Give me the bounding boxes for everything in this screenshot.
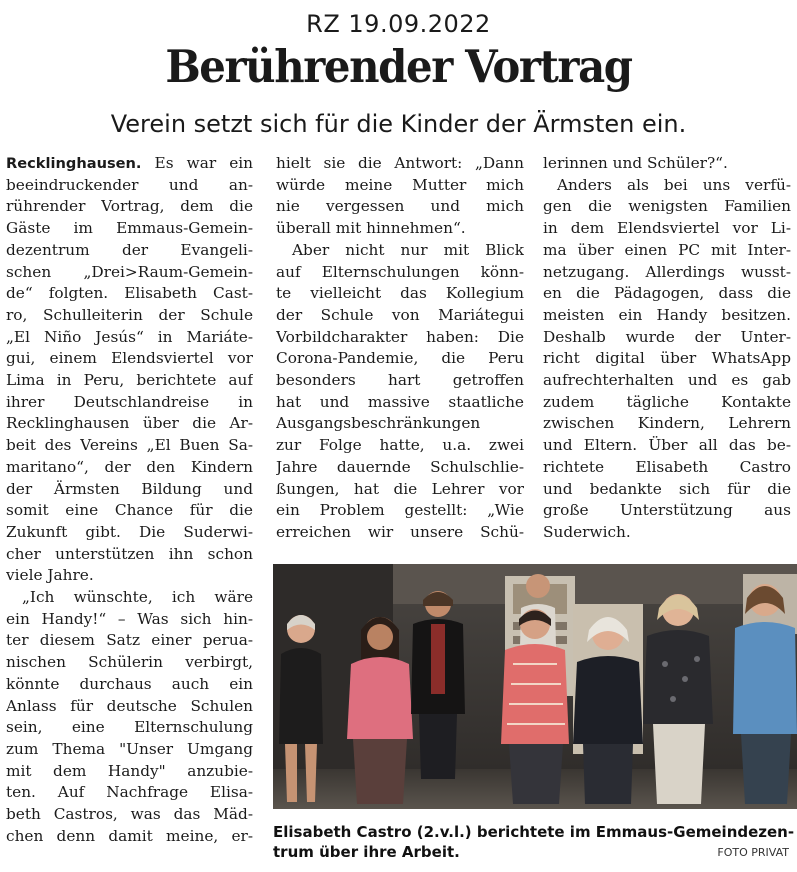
text-line: ßungen, hat die Lehrer vor — [276, 479, 524, 498]
text-line: zwischen Kindern, Lehrern — [543, 414, 791, 433]
text-line: ma über einen PC mit Inter- — [543, 240, 791, 259]
location-dateline: Recklinghausen. — [6, 155, 142, 172]
text-line: chen denn damit meine, er- — [6, 826, 253, 845]
text-line: besonders hart getroffen — [276, 371, 524, 390]
article-column-3 — [543, 153, 791, 544]
text-line: große Unterstützung aus — [543, 501, 791, 520]
text-line: zudem tägliche Kontakte — [543, 392, 791, 411]
text-line: richt digital über WhatsApp — [543, 349, 791, 368]
group-photo-illustration — [273, 564, 797, 809]
text-line: somit eine Chance für die — [6, 501, 253, 520]
text-line: Ausgangsbeschränkungen — [276, 414, 481, 433]
text-line: der Schule von Mariátegui — [276, 305, 524, 324]
text-line: sein, eine Elternschulung — [6, 718, 253, 737]
text-line: netzugang. Allerdings wusst- — [543, 262, 791, 281]
text-line: mit dem Handy" anzubie- — [6, 761, 253, 780]
text-line: Deshalb wurde der Unter- — [543, 327, 791, 346]
text-line: te vielleicht das Kollegium — [276, 284, 524, 303]
text-line: richtete Elisabeth Castro — [543, 457, 791, 476]
caption-line: trum über ihre Arbeit. — [273, 843, 460, 861]
text-line: ein Problem gestellt: „Wie — [276, 501, 524, 520]
text-line: Lima in Peru, berichtete auf — [6, 371, 253, 390]
text-line: Gäste im Emmaus-Gemein- — [6, 219, 253, 238]
text-line: der Ärmsten Bildung und — [6, 479, 253, 498]
text-line: nie vergessen und mich — [276, 197, 524, 216]
text-line: Anders als bei uns verfü- — [557, 175, 791, 194]
article-column-1 — [6, 153, 253, 848]
subheadline: Verein setzt sich für die Kinder der Ärmsten ein. — [110, 110, 687, 138]
text-line: lerinnen und Schüler?“. — [543, 154, 728, 172]
text-line: hielt sie die Antwort: „Dann — [276, 154, 524, 172]
text-line: und bedankte sich für die — [543, 479, 791, 498]
text-line: Corona-Pandemie, die Peru — [276, 349, 524, 368]
dateline: RZ 19.09.2022 — [306, 10, 491, 38]
text-line: en die Pädagogen, dass die — [543, 284, 791, 303]
text-line: Vorbildcharakter haben: Die — [276, 327, 524, 346]
text-line: zum Thema "Unser Umgang — [6, 739, 253, 758]
text-line: „Ich wünschte, ich wäre — [22, 588, 253, 607]
text-line: Jahre dauernde Schulschlie- — [276, 457, 524, 476]
text-line: ten. Auf Nachfrage Elisa- — [6, 783, 253, 802]
text-line: Anlass für deutsche Schulen — [6, 696, 253, 715]
text-line: schen „Drei>Raum-Gemein- — [6, 262, 253, 281]
text-line: meisten ein Handy besitzen. — [543, 305, 791, 324]
text-line: ter diesem Satz einer perua- — [6, 631, 253, 650]
text-line: de“ folgten. Elisabeth Cast- — [6, 284, 253, 303]
text-line: hat und massive staatliche — [276, 392, 524, 411]
text-line: Suderwich. — [543, 522, 631, 541]
text-line: könnte durchaus auch ein — [6, 674, 253, 693]
text-line: beeindruckender und an- — [6, 175, 253, 194]
text-line: ein Handy!“ – Was sich hin- — [6, 609, 253, 628]
text-line: rührender Vortrag, dem die — [6, 197, 253, 216]
text-line: erreichen wir unsere Schü- — [276, 522, 524, 541]
text-line: dezentrum der Evangeli- — [6, 240, 253, 259]
photo-credit: FOTO PRIVAT — [717, 846, 789, 859]
text-line: viele Jahre. — [6, 566, 94, 585]
text-line: „El Niño Jesús“ in Mariáte- — [6, 327, 253, 346]
text-line: maritano“, der den Kindern — [6, 457, 253, 476]
text-line: würde meine Mutter mich — [276, 175, 524, 194]
text-line: ihrer Deutschlandreise in — [6, 392, 253, 411]
text-line: gui, einem Elendsviertel vor — [6, 349, 253, 368]
text-line: in dem Elendsviertel vor Li- — [543, 219, 791, 238]
caption-line: Elisabeth Castro (2.v.l.) berichtete im Emmaus-Gemeindezen- — [273, 823, 795, 841]
text-line: überall mit hinnehmen“. — [276, 219, 466, 238]
text-line: Zukunft gibt. Die Suderwi- — [6, 522, 253, 541]
text-line: zur Folge hatte, u.a. zwei — [276, 436, 524, 455]
text-line: und Eltern. Über all das be- — [543, 436, 791, 455]
text-line: auf Elternschulungen könn- — [276, 262, 524, 281]
text-line: aufrechterhalten und es gab — [543, 371, 791, 390]
text-line: Recklinghausen. Es war ein — [6, 154, 253, 172]
text-line: beth Castros, was das Mäd- — [6, 805, 253, 824]
text-line: ro, Schulleiterin der Schule — [6, 305, 253, 324]
group-photo — [273, 564, 797, 809]
text-line: gen die wenigsten Familien — [543, 197, 791, 216]
photo-caption — [273, 822, 793, 862]
headline: Berührender Vortrag — [165, 40, 632, 93]
text-line: Recklinghausen über die Ar- — [6, 414, 253, 433]
text-line: nischen Schülerin verbirgt, — [6, 653, 253, 672]
article-column-2 — [276, 153, 524, 544]
text-line: beit des Vereins „El Buen Sa- — [6, 436, 253, 455]
text-line: cher unterstützen ihn schon — [6, 544, 253, 563]
text-line: Aber nicht nur mit Blick — [292, 240, 524, 259]
